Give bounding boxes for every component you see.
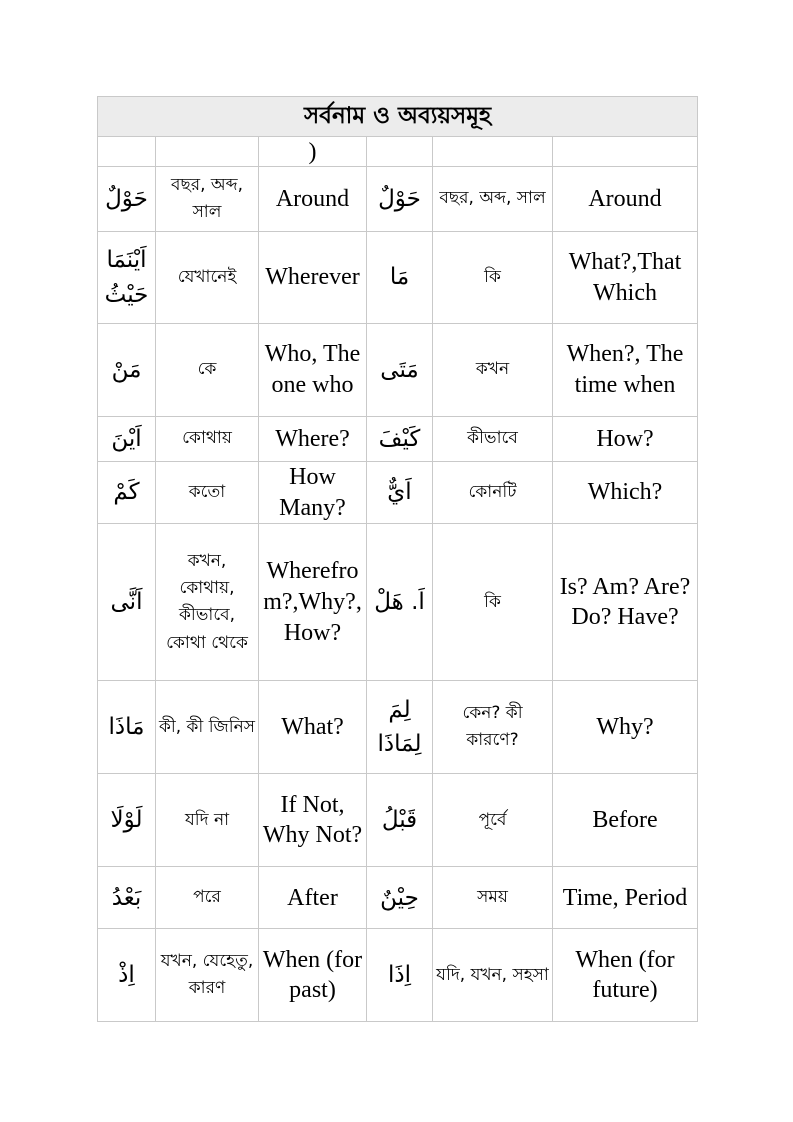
bangla-meaning: কোথায় <box>156 417 259 462</box>
bangla-meaning: বছর, অব্দ, সাল <box>156 167 259 232</box>
english-meaning: When (for past) <box>259 929 367 1022</box>
table-row <box>98 232 698 324</box>
english-meaning: What?,That Which <box>553 232 698 324</box>
english-meaning: Which? <box>553 462 698 524</box>
english-meaning: Wherever <box>259 232 367 324</box>
table-row <box>98 417 698 462</box>
empty-cell <box>98 137 156 167</box>
bangla-meaning: পরে <box>156 867 259 929</box>
arabic-word: مَنْ <box>98 324 156 417</box>
bangla-meaning: যেখানেই <box>156 232 259 324</box>
english-meaning: When (for future) <box>553 929 698 1022</box>
english-meaning: After <box>259 867 367 929</box>
arabic-word: كَمْ <box>98 462 156 524</box>
english-meaning: Is? Am? Are? Do? Have? <box>553 524 698 681</box>
arabic-word: مَتَى <box>367 324 433 417</box>
english-meaning: Why? <box>553 681 698 774</box>
english-meaning: What? <box>259 681 367 774</box>
table-row <box>98 324 698 417</box>
arabic-word: اَنَّى <box>98 524 156 681</box>
english-meaning: Around <box>553 167 698 232</box>
arabic-word: اَيْنَ <box>98 417 156 462</box>
table-row <box>98 867 698 929</box>
bangla-meaning: কতো <box>156 462 259 524</box>
bangla-meaning: পূর্বে <box>433 774 553 867</box>
bangla-meaning: কখন <box>433 324 553 417</box>
bangla-meaning: কি <box>433 524 553 681</box>
table-row <box>98 929 698 1022</box>
table-row <box>98 681 698 774</box>
bangla-meaning: বছর, অব্দ, সাল <box>433 167 553 232</box>
english-meaning: Before <box>553 774 698 867</box>
bangla-meaning: কে <box>156 324 259 417</box>
bangla-meaning: কখন, কোথায়, কীভাবে, কোথা থেকে <box>156 524 259 681</box>
english-meaning: If Not, Why Not? <box>259 774 367 867</box>
english-meaning: Around <box>259 167 367 232</box>
arabic-word: اِذْ <box>98 929 156 1022</box>
empty-cell <box>156 137 259 167</box>
arabic-word: لَوْلَا <box>98 774 156 867</box>
paren-mark: ) <box>259 137 367 167</box>
bangla-meaning: যদি না <box>156 774 259 867</box>
arabic-word: مَاذَا <box>98 681 156 774</box>
table-row <box>98 524 698 681</box>
arabic-word: اَيْنَمَا حَيْثُ <box>98 232 156 324</box>
subheader-row <box>98 137 698 167</box>
bangla-meaning: যদি, যখন, সহসা <box>433 929 553 1022</box>
arabic-word: اِذَا <box>367 929 433 1022</box>
english-meaning: Time, Period <box>553 867 698 929</box>
english-meaning: Who, The one who <box>259 324 367 417</box>
arabic-word: كَيْفَ <box>367 417 433 462</box>
table-title: সর্বনাম ও অব্যয়সমূহ <box>98 97 698 137</box>
arabic-word: اَ. هَلْ <box>367 524 433 681</box>
arabic-word: بَعْدُ <box>98 867 156 929</box>
bangla-meaning: যখন, যেহেতু, কারণ <box>156 929 259 1022</box>
arabic-word: قَبْلُ <box>367 774 433 867</box>
english-meaning: How Many? <box>259 462 367 524</box>
table-row <box>98 774 698 867</box>
bangla-meaning: কোনটি <box>433 462 553 524</box>
vocabulary-table <box>97 96 698 1022</box>
bangla-meaning: কী, কী জিনিস <box>156 681 259 774</box>
english-meaning: Wherefrom?,Why?, How? <box>259 524 367 681</box>
bangla-meaning: সময় <box>433 867 553 929</box>
title-row <box>98 97 698 137</box>
arabic-word: حَوْلٌ <box>367 167 433 232</box>
arabic-word: مَا <box>367 232 433 324</box>
bangla-meaning: কেন? কী কারণে? <box>433 681 553 774</box>
arabic-word: لِمَ لِمَاذَا <box>367 681 433 774</box>
table-row <box>98 167 698 232</box>
arabic-word: اَيٌّ <box>367 462 433 524</box>
bangla-meaning: কি <box>433 232 553 324</box>
arabic-word: حَوْلٌ <box>98 167 156 232</box>
empty-cell <box>433 137 553 167</box>
table-row <box>98 462 698 524</box>
empty-cell <box>367 137 433 167</box>
english-meaning: Where? <box>259 417 367 462</box>
english-meaning: How? <box>553 417 698 462</box>
empty-cell <box>553 137 698 167</box>
bangla-meaning: কীভাবে <box>433 417 553 462</box>
arabic-word: حِيْنٌ <box>367 867 433 929</box>
english-meaning: When?, The time when <box>553 324 698 417</box>
